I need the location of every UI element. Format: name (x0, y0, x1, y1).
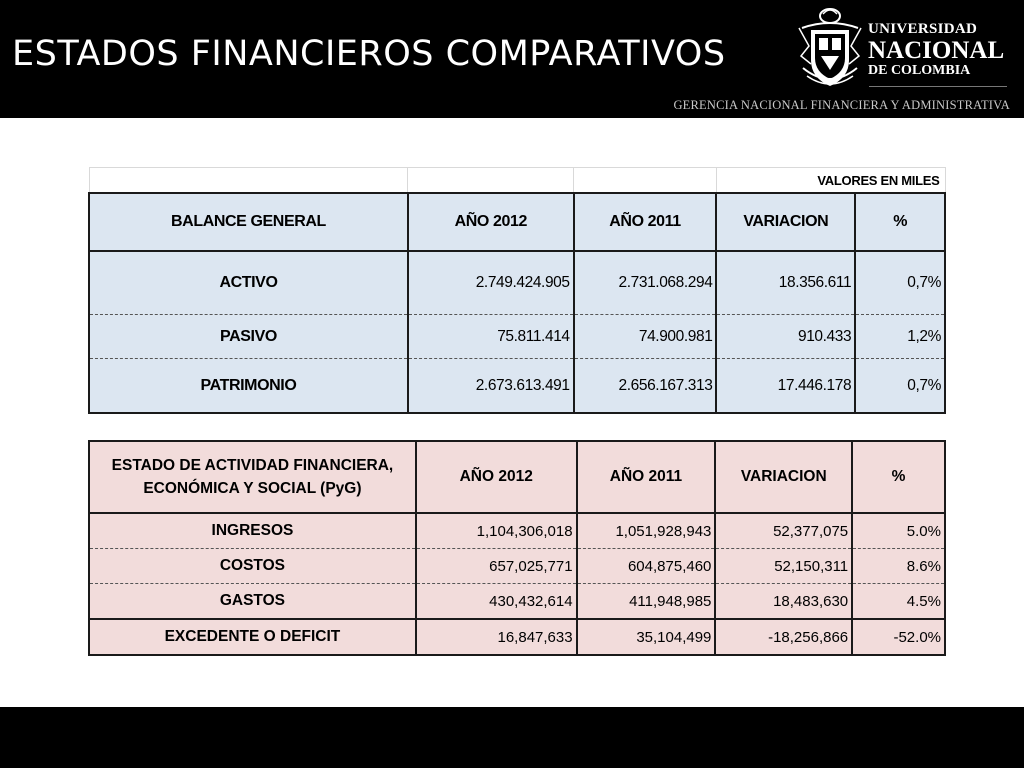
value-cell: -52.0% (852, 619, 945, 655)
row-label: EXCEDENTE O DEFICIT (89, 619, 416, 655)
empty-cell (574, 168, 717, 194)
row-label: INGRESOS (89, 513, 416, 549)
value-cell: 2.673.613.491 (408, 359, 574, 414)
value-cell: 2.656.167.313 (574, 359, 717, 414)
header-cell: AÑO 2011 (577, 441, 716, 513)
table-row (89, 584, 945, 620)
table-header-row (89, 193, 945, 251)
units-row (89, 168, 945, 194)
table-header-row (89, 441, 945, 513)
value-cell: 74.900.981 (574, 315, 717, 359)
value-cell: 5.0% (852, 513, 945, 549)
header-line: ECONÓMICA Y SOCIAL (PyG) (143, 480, 362, 497)
row-label: COSTOS (89, 549, 416, 584)
row-label: GASTOS (89, 584, 416, 620)
table-row (89, 251, 945, 315)
empty-cell (89, 168, 408, 194)
value-cell: 17.446.178 (716, 359, 855, 414)
header-cell: % (855, 193, 945, 251)
row-label: PASIVO (89, 315, 408, 359)
slide-title: ESTADOS FINANCIEROS COMPARATIVOS (12, 34, 726, 74)
header-cell: % (852, 441, 945, 513)
value-cell: 16,847,633 (416, 619, 577, 655)
row-label: PATRIMONIO (89, 359, 408, 414)
value-cell: 1,104,306,018 (416, 513, 577, 549)
header-cell: AÑO 2011 (574, 193, 717, 251)
logo-line-3: DE COLOMBIA (868, 63, 971, 78)
value-cell: -18,256,866 (715, 619, 852, 655)
value-cell: 604,875,460 (577, 549, 716, 584)
pyg-table (88, 440, 946, 656)
university-seal-icon (797, 6, 863, 92)
header-cell: VARIACION (716, 193, 855, 251)
slide-footer (0, 707, 1024, 768)
value-cell: 2.731.068.294 (574, 251, 717, 315)
table-row (89, 315, 945, 359)
units-note: VALORES EN MILES (716, 168, 945, 194)
value-cell: 0,7% (855, 251, 945, 315)
table-row (89, 513, 945, 549)
row-label: ACTIVO (89, 251, 408, 315)
table-row (89, 359, 945, 414)
value-cell: 1,2% (855, 315, 945, 359)
logo-divider (869, 86, 1007, 87)
value-cell: 75.811.414 (408, 315, 574, 359)
balance-general-table (88, 167, 946, 414)
value-cell: 8.6% (852, 549, 945, 584)
value-cell: 2.749.424.905 (408, 251, 574, 315)
empty-cell (408, 168, 574, 194)
department-subtitle: GERENCIA NACIONAL FINANCIERA Y ADMINISTRATIVA (673, 98, 1010, 112)
header-cell (89, 441, 416, 513)
value-cell: 4.5% (852, 584, 945, 620)
value-cell: 35,104,499 (577, 619, 716, 655)
header-line: ESTADO DE ACTIVIDAD FINANCIERA, (111, 456, 394, 474)
value-cell: 657,025,771 (416, 549, 577, 584)
header-cell: AÑO 2012 (408, 193, 574, 251)
logo-line-1: UNIVERSIDAD (868, 21, 978, 37)
logo-line-2: NACIONAL (868, 37, 1005, 64)
value-cell: 52,377,075 (715, 513, 852, 549)
university-logo-text (868, 22, 1004, 78)
value-cell: 52,150,311 (715, 549, 852, 584)
value-cell: 910.433 (716, 315, 855, 359)
table-row (89, 549, 945, 584)
value-cell: 18.356.611 (716, 251, 855, 315)
header-cell: BALANCE GENERAL (89, 193, 408, 251)
slide-header (0, 0, 1024, 118)
value-cell: 430,432,614 (416, 584, 577, 620)
header-cell: VARIACION (715, 441, 852, 513)
value-cell: 18,483,630 (715, 584, 852, 620)
value-cell: 411,948,985 (577, 584, 716, 620)
value-cell: 1,051,928,943 (577, 513, 716, 549)
header-cell: AÑO 2012 (416, 441, 577, 513)
table-row-total (89, 619, 945, 655)
value-cell: 0,7% (855, 359, 945, 414)
